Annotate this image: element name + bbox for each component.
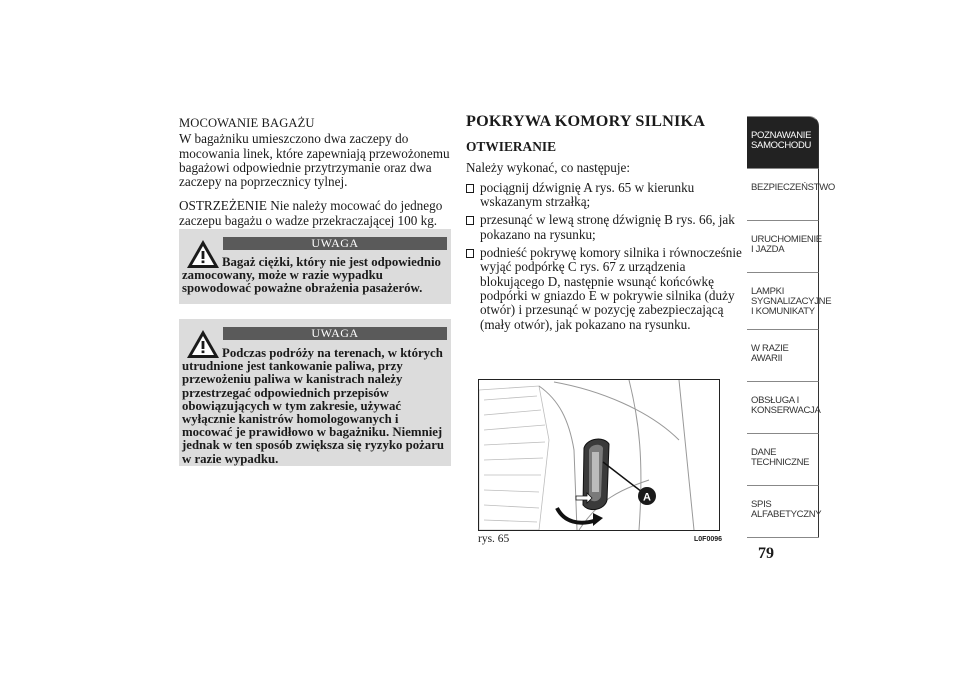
- warning-box-fuel-canisters: [179, 319, 451, 466]
- intro-text: Należy wykonać, co następuje:: [466, 159, 631, 175]
- figure-code: L0F0096: [694, 536, 723, 543]
- sidebar-tab-dane[interactable]: DANE TECHNICZNE: [747, 433, 819, 485]
- figure-caption: rys. 65: [478, 533, 510, 545]
- warning-text: Bagaż ciężki, który nie jest odpowiednio zamocowany, może w razie wypadku spowodować poważne obrażenia pasażerów.: [182, 255, 441, 296]
- warning-label: UWAGA: [223, 237, 447, 250]
- chapter-sidebar: [747, 116, 835, 540]
- paragraph-warning-note: OSTRZEŻENIE Nie należy mocować do jednego zaczepu bagażu o wadze przekraczającej 100 kg.: [179, 198, 443, 228]
- right-column: [466, 114, 744, 336]
- steps-list: [466, 181, 744, 332]
- checkbox-bullet-icon: [466, 184, 474, 193]
- sidebar-tab-bezpieczenstwo[interactable]: BEZPIECZEŃSTWO: [747, 168, 819, 220]
- sidebar-tab-poznawanie[interactable]: POZNAWANIE SAMOCHODU: [747, 116, 819, 168]
- sidebar-tab-obsluga[interactable]: OBSŁUGA I KONSERWACJA: [747, 381, 819, 433]
- figure-hood-release-lever: [478, 379, 720, 531]
- section-title-hood: POKRYWA KOMORY SILNIKA: [466, 112, 706, 130]
- checkbox-bullet-icon: [466, 216, 474, 225]
- marker-a-label: A: [643, 491, 651, 504]
- warning-box-heavy-luggage: [179, 229, 451, 304]
- list-item: pociągnij dźwignię A rys. 65 w kierunku wskazanym strzałką;: [466, 181, 744, 210]
- sidebar-tab-uruchomienie[interactable]: URUCHOMIENIE I JAZDA: [747, 220, 819, 272]
- hood-release-illustration: [479, 380, 719, 530]
- subsection-title-opening: OTWIERANIE: [466, 139, 557, 155]
- left-column: [179, 116, 451, 238]
- sidebar-tab-spis[interactable]: SPIS ALFABETYCZNY: [747, 485, 819, 537]
- sidebar-tab-w-razie-awarii[interactable]: W RAZIE AWARII: [747, 329, 819, 381]
- sidebar-end-divider: [747, 537, 819, 540]
- section-heading-luggage: MOCOWANIE BAGAŻU: [179, 116, 315, 130]
- page-number: 79: [758, 545, 774, 562]
- warning-label: UWAGA: [223, 327, 447, 340]
- list-item: przesunąć w lewą stronę dźwignię B rys. 66, jak pokazano na rysunku;: [466, 213, 744, 242]
- list-item: podnieść pokrywę komory silnika i równocześnie wyjąć podpórkę C rys. 67 z urządzenia blokującego D, następnie wsunąć końcówkę podpórki w gniazdo E w pokrywie silnika (duży otwór) i przesunąć w pozycję zabezpieczającą (mały otwór), jak pokazano na rysunku.: [466, 246, 744, 332]
- paragraph-luggage-hooks: W bagażniku umieszczono dwa zaczepy do mocowania linek, które zapewniają przewożonemu bagażowi odpowiednie przytrzymanie oraz dwa zaczepy na poprzecznicy tylnej.: [179, 131, 450, 190]
- checkbox-bullet-icon: [466, 249, 474, 258]
- sidebar-tab-lampki[interactable]: LAMPKI SYGNALIZACYJNE I KOMUNIKATY: [747, 272, 819, 329]
- warning-text: Podczas podróży na terenach, w których utrudnione jest tankowanie paliwa, przy przewożeniu paliwa w kanistrach należy przestrzegać odpowiednich przepisów obowiązujących w tym zakresie, używać wyłącznie kanistrów homologowanych i mocować je prawidłowo w bagażniku. Niemniej jednak w ten sposób zwiększa się ryzyko pożaru w razie wypadku.: [182, 346, 444, 466]
